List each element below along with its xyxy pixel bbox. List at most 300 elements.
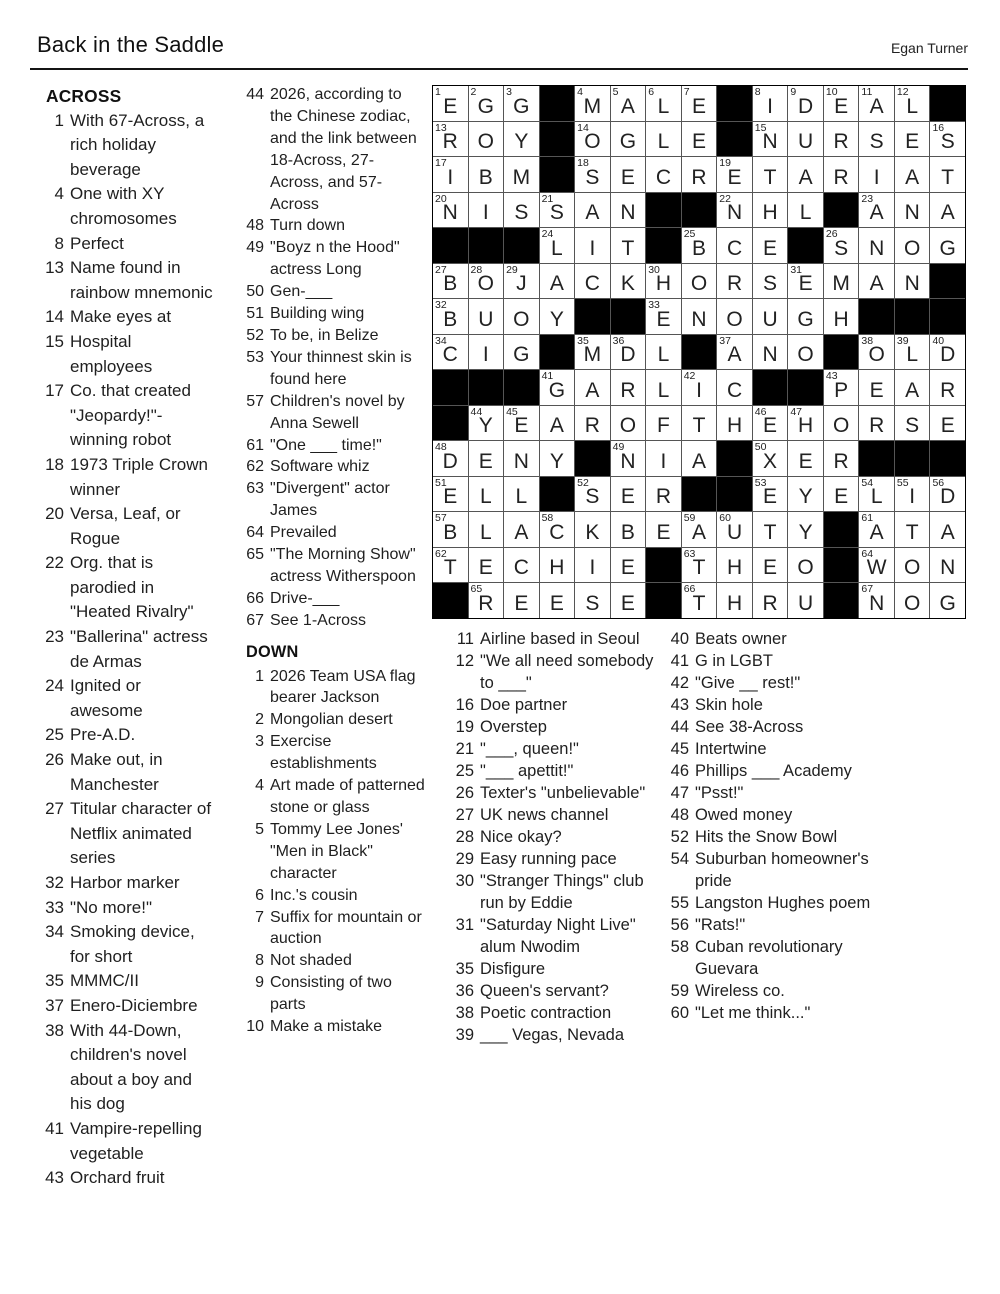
grid-cell[interactable] <box>753 228 788 263</box>
grid-cell[interactable] <box>611 512 646 547</box>
cell-letter: R <box>726 272 743 296</box>
grid-cell[interactable] <box>682 548 717 583</box>
clue-text: Titular character of Netflix animated series <box>70 799 212 868</box>
clue-text: Smoking device, for short <box>70 922 195 966</box>
cell-letter: C <box>549 520 565 544</box>
cell-letter: U <box>478 307 494 331</box>
clue <box>40 256 218 305</box>
grid-cell[interactable] <box>504 335 539 370</box>
grid-cell[interactable] <box>540 370 575 405</box>
grid-cell[interactable] <box>504 406 539 441</box>
grid-cell[interactable] <box>895 157 930 192</box>
cell-letter: L <box>799 201 812 225</box>
clue <box>240 544 426 588</box>
grid-cell[interactable] <box>788 157 823 192</box>
grid-cell[interactable] <box>682 157 717 192</box>
cell-letter: N <box>762 130 778 154</box>
grid-cell[interactable] <box>611 406 646 441</box>
grid-cell[interactable] <box>646 335 681 370</box>
grid-cell[interactable] <box>895 264 930 299</box>
grid-cell[interactable] <box>753 122 788 157</box>
grid-cell[interactable] <box>540 512 575 547</box>
grid-cell[interactable] <box>469 477 504 512</box>
grid-cell[interactable] <box>717 583 752 618</box>
clue-number: 8 <box>255 952 264 970</box>
grid-cell[interactable] <box>469 548 504 583</box>
grid-cell[interactable] <box>682 406 717 441</box>
grid-cell[interactable] <box>575 122 610 157</box>
grid-cell[interactable] <box>433 548 468 583</box>
grid-cell[interactable] <box>575 406 610 441</box>
grid-cell[interactable] <box>788 122 823 157</box>
clue-text: Not shaded <box>270 952 352 970</box>
grid-cell[interactable] <box>788 441 823 476</box>
grid-cell[interactable] <box>682 512 717 547</box>
grid-cell[interactable] <box>895 122 930 157</box>
grid-cell[interactable] <box>859 583 894 618</box>
cell-letter: U <box>762 307 778 331</box>
clue-text: "Psst!" <box>695 784 744 802</box>
grid-cell[interactable] <box>646 370 681 405</box>
grid-cell[interactable] <box>646 477 681 512</box>
clue-number: 52 <box>246 326 264 344</box>
grid-cell[interactable] <box>611 157 646 192</box>
grid-cell[interactable] <box>824 477 859 512</box>
grid-cell-black <box>859 299 894 334</box>
grid-cell[interactable] <box>575 86 610 121</box>
cell-letter: M <box>583 94 602 118</box>
grid-cell[interactable] <box>611 477 646 512</box>
grid-cell[interactable] <box>895 477 930 512</box>
cell-letter: T <box>621 236 635 260</box>
grid-cell[interactable] <box>469 86 504 121</box>
cell-number: 33 <box>648 299 660 312</box>
clue <box>450 980 664 1002</box>
clue <box>40 232 218 257</box>
grid-cell-black <box>717 122 752 157</box>
grid-cell[interactable] <box>540 264 575 299</box>
grid-cell-black <box>540 122 575 157</box>
cell-letter: I <box>909 485 916 509</box>
grid-cell[interactable] <box>611 86 646 121</box>
grid-cell[interactable] <box>859 264 894 299</box>
grid-cell[interactable] <box>717 157 752 192</box>
cell-letter: R <box>940 378 956 402</box>
cell-letter: I <box>767 94 773 118</box>
grid-cell[interactable] <box>611 122 646 157</box>
grid-cell[interactable] <box>611 228 646 263</box>
grid-cell[interactable] <box>682 264 717 299</box>
grid-cell[interactable] <box>433 264 468 299</box>
grid-cell[interactable] <box>930 512 965 547</box>
grid-cell[interactable] <box>469 193 504 228</box>
cell-number: 25 <box>683 228 696 241</box>
clue-text: Enero-Diciembre <box>70 995 198 1015</box>
cell-letter: B <box>443 520 458 544</box>
grid-cell[interactable] <box>753 406 788 441</box>
grid-cell[interactable] <box>717 512 752 547</box>
grid-cell[interactable] <box>788 512 823 547</box>
grid-cell[interactable] <box>646 299 681 334</box>
grid-cell[interactable] <box>611 548 646 583</box>
clue <box>665 804 887 826</box>
grid-cell[interactable] <box>824 228 859 263</box>
grid-cell[interactable] <box>611 193 646 228</box>
grid-cell[interactable] <box>824 122 859 157</box>
clue <box>40 182 218 231</box>
cell-letter: E <box>656 520 671 544</box>
grid-cell[interactable] <box>859 228 894 263</box>
clue <box>450 826 664 848</box>
grid-cell[interactable] <box>859 477 894 512</box>
cell-letter: A <box>549 272 564 296</box>
cell-letter: N <box>691 307 707 331</box>
cell-number: 38 <box>861 334 874 347</box>
grid-cell[interactable] <box>611 370 646 405</box>
grid-cell[interactable] <box>433 86 468 121</box>
grid-cell[interactable] <box>504 512 539 547</box>
grid-cell[interactable] <box>540 583 575 618</box>
grid-cell[interactable] <box>824 441 859 476</box>
grid-cell[interactable] <box>611 583 646 618</box>
grid-cell[interactable] <box>504 86 539 121</box>
cell-letter: M <box>832 272 850 296</box>
grid-cell[interactable] <box>895 548 930 583</box>
grid-cell[interactable] <box>824 370 859 405</box>
grid-cell[interactable] <box>930 157 965 192</box>
cell-number: 2 <box>470 86 477 98</box>
grid-cell[interactable] <box>682 86 717 121</box>
clue-number: 19 <box>455 718 474 736</box>
grid-cell[interactable] <box>895 228 930 263</box>
clue-number: 1 <box>255 667 264 685</box>
grid-cell[interactable] <box>753 441 788 476</box>
clue <box>240 215 426 237</box>
grid-cell[interactable] <box>930 122 965 157</box>
cell-letter: G <box>797 307 814 331</box>
grid-cell[interactable] <box>504 299 539 334</box>
grid-cell[interactable] <box>753 583 788 618</box>
grid-cell[interactable] <box>469 264 504 299</box>
clue-text: 1973 Triple Crown winner <box>70 454 208 499</box>
clue-number: 54 <box>670 850 689 868</box>
clue-text: Drive-___ <box>270 589 340 607</box>
grid-cell[interactable] <box>788 548 823 583</box>
grid-cell[interactable] <box>469 299 504 334</box>
grid-cell[interactable] <box>717 406 752 441</box>
grid-cell[interactable] <box>575 512 610 547</box>
clue-number: 61 <box>246 436 264 454</box>
grid-cell[interactable] <box>469 441 504 476</box>
cell-letter: O <box>513 307 530 331</box>
grid-cell-black <box>504 228 539 263</box>
grid-cell[interactable] <box>433 193 468 228</box>
grid-cell[interactable] <box>895 335 930 370</box>
cell-number: 59 <box>683 512 696 525</box>
grid-cell[interactable] <box>646 86 681 121</box>
grid-cell[interactable] <box>646 157 681 192</box>
grid-cell[interactable] <box>717 193 752 228</box>
grid-cell[interactable] <box>682 228 717 263</box>
grid-cell[interactable] <box>930 193 965 228</box>
clue <box>240 522 426 544</box>
grid-cell[interactable] <box>682 370 717 405</box>
grid-cell[interactable] <box>504 583 539 618</box>
grid-cell[interactable] <box>646 406 681 441</box>
grid-cell[interactable] <box>859 370 894 405</box>
grid-cell[interactable] <box>753 299 788 334</box>
clue-number: 55 <box>670 894 689 912</box>
grid-cell[interactable] <box>930 370 965 405</box>
grid-cell[interactable] <box>504 157 539 192</box>
grid-cell[interactable] <box>575 228 610 263</box>
clue-number: 56 <box>670 916 689 934</box>
cell-letter: S <box>585 485 600 509</box>
grid-cell[interactable] <box>753 193 788 228</box>
cell-letter: H <box>726 591 743 615</box>
grid-cell[interactable] <box>753 548 788 583</box>
grid-cell[interactable] <box>788 477 823 512</box>
cell-letter: O <box>832 414 850 438</box>
grid-cell[interactable] <box>753 264 788 299</box>
cell-number: 48 <box>435 441 447 454</box>
clue-text: "Let me think..." <box>695 1004 811 1022</box>
cell-number: 55 <box>896 476 909 489</box>
clue <box>40 797 218 871</box>
clue-text: Beats owner <box>695 630 787 648</box>
grid-cell[interactable] <box>575 193 610 228</box>
cell-number: 5 <box>612 86 619 98</box>
grid-cell[interactable] <box>504 264 539 299</box>
clue-text: Co. that created "Jeopardy!"-winning robot <box>70 381 191 450</box>
grid-cell[interactable] <box>788 193 823 228</box>
grid-cell[interactable] <box>859 406 894 441</box>
grid-cell[interactable] <box>575 477 610 512</box>
grid-cell[interactable] <box>717 299 752 334</box>
grid-cell[interactable] <box>717 370 752 405</box>
grid-cell[interactable] <box>682 122 717 157</box>
grid-cell[interactable] <box>788 335 823 370</box>
grid-cell[interactable] <box>575 370 610 405</box>
clue-number: 6 <box>255 886 264 904</box>
clue-text: Poetic contraction <box>480 1004 612 1022</box>
grid-cell[interactable] <box>540 406 575 441</box>
grid-cell[interactable] <box>575 157 610 192</box>
grid-cell[interactable] <box>788 406 823 441</box>
grid-cell[interactable] <box>646 512 681 547</box>
clue <box>450 958 664 980</box>
clue-text: Harbor marker <box>70 873 180 892</box>
cell-letter: O <box>797 556 814 580</box>
grid-cell[interactable] <box>753 477 788 512</box>
grid-cell[interactable] <box>682 441 717 476</box>
grid-cell[interactable] <box>859 86 894 121</box>
clue-text: Consisting of two parts <box>270 974 392 1014</box>
clue-text: Make eyes at <box>70 307 172 327</box>
grid-cell[interactable] <box>433 299 468 334</box>
cell-letter: E <box>834 485 849 509</box>
grid-cell[interactable] <box>930 406 965 441</box>
grid-cell[interactable] <box>469 583 504 618</box>
grid-cell[interactable] <box>504 441 539 476</box>
grid-cell[interactable] <box>433 122 468 157</box>
grid-cell[interactable] <box>540 441 575 476</box>
grid-cell[interactable] <box>575 264 610 299</box>
grid-cell[interactable] <box>540 548 575 583</box>
grid-cell[interactable] <box>895 370 930 405</box>
grid-cell[interactable] <box>611 264 646 299</box>
cell-letter: A <box>549 414 564 438</box>
grid-cell[interactable] <box>504 548 539 583</box>
grid-cell-black <box>930 264 965 299</box>
grid-cell[interactable] <box>717 264 752 299</box>
cell-letter: I <box>482 201 489 225</box>
grid-cell[interactable] <box>788 86 823 121</box>
clue-text: Easy running pace <box>480 850 617 868</box>
cell-letter: E <box>478 449 493 473</box>
grid-cell[interactable] <box>433 335 468 370</box>
clue <box>40 330 218 379</box>
grid-cell[interactable] <box>540 299 575 334</box>
grid-cell[interactable] <box>717 228 752 263</box>
grid-cell[interactable] <box>611 335 646 370</box>
clue-number: 57 <box>246 392 264 410</box>
clue-number: 29 <box>455 850 474 868</box>
grid-cell[interactable] <box>753 86 788 121</box>
cell-letter: T <box>443 556 457 580</box>
grid-cell[interactable] <box>646 441 681 476</box>
grid-cell[interactable] <box>930 583 965 618</box>
cell-letter: S <box>763 272 778 296</box>
grid-cell[interactable] <box>824 299 859 334</box>
grid-cell[interactable] <box>859 122 894 157</box>
cell-letter: A <box>514 520 529 544</box>
cell-letter: D <box>940 343 956 367</box>
clue-text: "Give __ rest!" <box>695 674 801 692</box>
grid-cell[interactable] <box>859 548 894 583</box>
grid-cell[interactable] <box>753 335 788 370</box>
grid-cell[interactable] <box>753 512 788 547</box>
grid-cell[interactable] <box>504 122 539 157</box>
grid-cell[interactable] <box>433 477 468 512</box>
grid-cell[interactable] <box>433 157 468 192</box>
grid-cell[interactable] <box>824 157 859 192</box>
grid-cell[interactable] <box>930 477 965 512</box>
cell-number: 51 <box>435 476 447 489</box>
grid-cell[interactable] <box>433 441 468 476</box>
grid-cell[interactable] <box>611 441 646 476</box>
grid-cell[interactable] <box>895 406 930 441</box>
grid-cell[interactable] <box>930 335 965 370</box>
clue-text: Langston Hughes poem <box>695 894 871 912</box>
grid-cell[interactable] <box>469 122 504 157</box>
clue-number: 37 <box>45 995 64 1015</box>
grid-cell[interactable] <box>930 228 965 263</box>
grid-cell[interactable] <box>575 548 610 583</box>
grid-cell[interactable] <box>469 157 504 192</box>
cell-number: 63 <box>683 547 696 560</box>
clue-text: Versa, Leaf, or Rogue <box>70 504 181 548</box>
cell-letter: P <box>834 378 849 402</box>
cell-number: 23 <box>861 192 874 205</box>
grid-cell[interactable] <box>469 335 504 370</box>
grid-cell[interactable] <box>895 86 930 121</box>
cell-letter: A <box>691 449 706 473</box>
grid-cell[interactable] <box>788 583 823 618</box>
grid-cell[interactable] <box>575 583 610 618</box>
grid-cell[interactable] <box>753 157 788 192</box>
cell-number: 66 <box>683 583 696 596</box>
cell-letter: R <box>655 485 672 509</box>
grid-cell[interactable] <box>788 264 823 299</box>
clue <box>40 453 218 502</box>
cell-letter: F <box>657 414 670 438</box>
clue-number: 35 <box>455 960 474 978</box>
grid-cell[interactable] <box>895 583 930 618</box>
clue-text: Nice okay? <box>480 828 562 846</box>
cell-letter: O <box>690 272 708 296</box>
clue-number: 1 <box>54 110 64 130</box>
grid-cell[interactable] <box>824 86 859 121</box>
clue <box>40 625 218 674</box>
clue-number: 48 <box>246 217 264 235</box>
grid-cell[interactable] <box>646 264 681 299</box>
clue-text: Hospital employees <box>70 331 153 376</box>
grid-cell[interactable] <box>895 193 930 228</box>
cell-letter: C <box>584 272 600 296</box>
grid-cell[interactable] <box>469 512 504 547</box>
grid-cell[interactable] <box>717 548 752 583</box>
cell-number: 26 <box>825 228 838 241</box>
clue-text: ___ Vegas, Nevada <box>480 1026 625 1044</box>
grid-cell[interactable] <box>824 406 859 441</box>
grid-cell[interactable] <box>540 193 575 228</box>
grid-cell[interactable] <box>930 548 965 583</box>
grid-cell[interactable] <box>859 335 894 370</box>
cell-letter: I <box>589 556 596 580</box>
cell-number: 57 <box>435 512 447 525</box>
grid-cell[interactable] <box>895 512 930 547</box>
cell-letter: H <box>726 556 743 580</box>
grid-cell[interactable] <box>504 193 539 228</box>
grid-cell[interactable] <box>717 335 752 370</box>
grid-cell[interactable] <box>824 264 859 299</box>
grid-cell[interactable] <box>859 157 894 192</box>
grid-cell[interactable] <box>646 122 681 157</box>
grid-cell[interactable] <box>859 193 894 228</box>
grid-cell[interactable] <box>469 406 504 441</box>
down-clues-column-4 <box>665 628 887 1024</box>
grid-cell[interactable] <box>682 299 717 334</box>
grid-cell[interactable] <box>433 512 468 547</box>
grid-cell[interactable] <box>504 477 539 512</box>
grid-cell[interactable] <box>859 512 894 547</box>
grid-cell[interactable] <box>788 299 823 334</box>
cell-letter: L <box>479 485 492 509</box>
clue-number: 18 <box>45 454 64 474</box>
grid-cell[interactable] <box>540 228 575 263</box>
grid-cell[interactable] <box>682 583 717 618</box>
clue-text: Name found in rainbow mnemonic <box>70 258 213 302</box>
clue-text: Suburban homeowner's pride <box>695 850 869 890</box>
cell-letter: E <box>514 591 529 615</box>
cell-letter: C <box>442 343 458 367</box>
grid-cell[interactable] <box>575 335 610 370</box>
grid-cell-black <box>824 335 859 370</box>
cell-number: 35 <box>577 334 589 347</box>
clue <box>240 456 426 478</box>
grid-cell-black <box>540 335 575 370</box>
